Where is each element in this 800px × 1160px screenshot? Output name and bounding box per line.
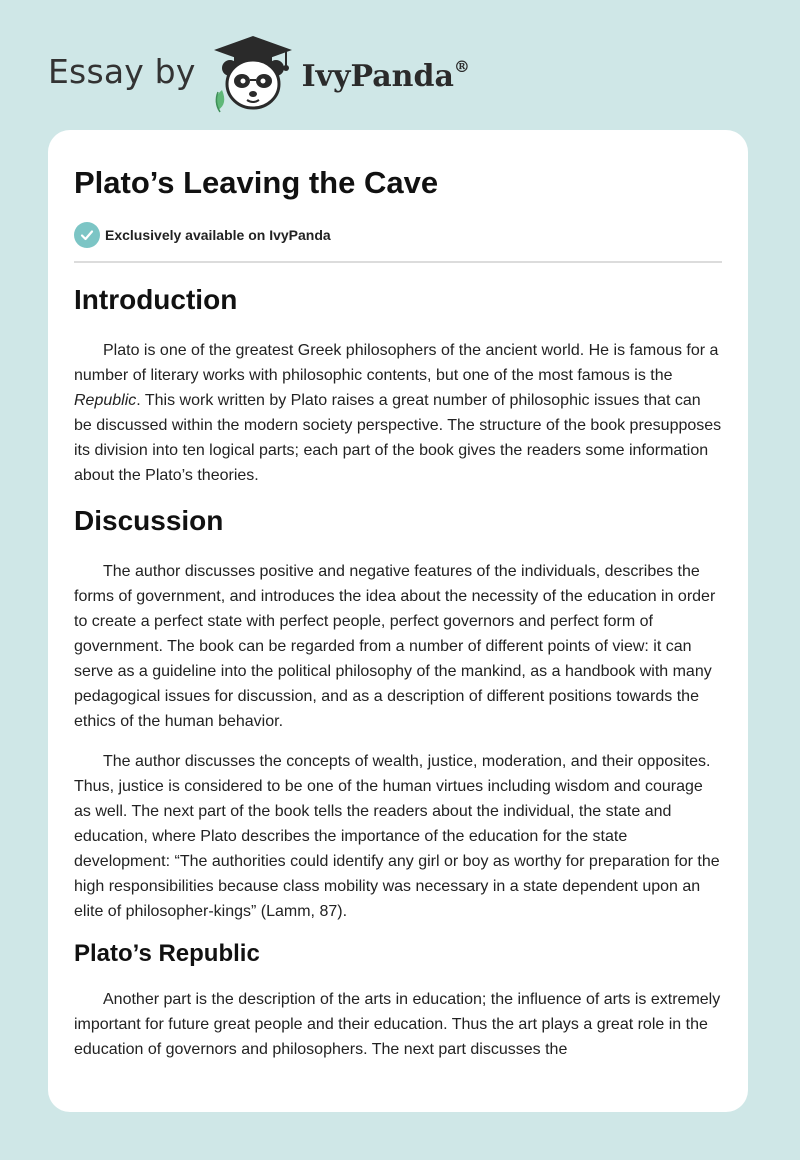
section-discussion (74, 503, 722, 924)
section-heading-introduction: Introduction (74, 284, 238, 315)
section-introduction (74, 282, 722, 488)
paragraph: Plato is one of the greatest Greek philosophers of the ancient world. He is famous for a number of literary works with philosophic contents, but one of the most famous is the Republic. This work written by Plato raises a great number of philosophic issues that can be discussed within the modern society perspective. The structure of the book presupposes its division into ten logical parts; each part of the book gives the readers some information about the Plato’s theories. (74, 342, 722, 484)
panda-graduate-icon[interactable] (210, 34, 296, 114)
section-heading-discussion: Discussion (74, 505, 224, 536)
page-title: Plato’s Leaving the Cave (74, 165, 439, 200)
paragraph: The author discusses the concepts of wealth, justice, moderation, and their opposites. Thus, justice is considered to be one of the human virtues including wisdom and courage as well. The next part of the book tells the readers about the individual, the state and education, where Plato describes the importance of the education for the state development: “The authorities could identify any girl or boy as worthy for preparation for the high responsibilities because class mobility was necessary in a state dependent upon an elite of philosopher-kings” (Lamm, 87). (74, 753, 720, 920)
exclusive-badge (74, 222, 331, 248)
essay-by-label: Essay by (48, 51, 196, 91)
site-header (48, 34, 470, 114)
paragraph: Another part is the description of the arts in education; the influence of arts is extremely important for future great people and their education. Thus the art plays a great role in the education of governors and philosophers. The next part discusses the (74, 991, 721, 1058)
book-title: Republic (74, 392, 137, 409)
article-card (48, 130, 748, 1112)
section-heading-platos-republic: Plato’s Republic (74, 940, 260, 967)
section-platos-republic (74, 939, 722, 1062)
brand-name[interactable]: IvyPanda® (301, 56, 470, 94)
title-divider (74, 261, 722, 263)
article-body (74, 282, 722, 1077)
check-circle-icon (74, 222, 100, 248)
exclusive-label: Exclusively available on IvyPanda (105, 227, 331, 243)
paragraph: The author discusses positive and negative features of the individuals, describes the forms of government, and introduces the idea about the necessity of the education in order to create a perfect state with perfect people, perfect governors and perfect form of government. The book can be regarded from a number of different points of view: it can serve as a guideline into the political philosophy of the mankind, as a handbook with many pedagogical issues for discussion, and as a description of different positions towards the ethics of the human behavior. (74, 563, 716, 730)
